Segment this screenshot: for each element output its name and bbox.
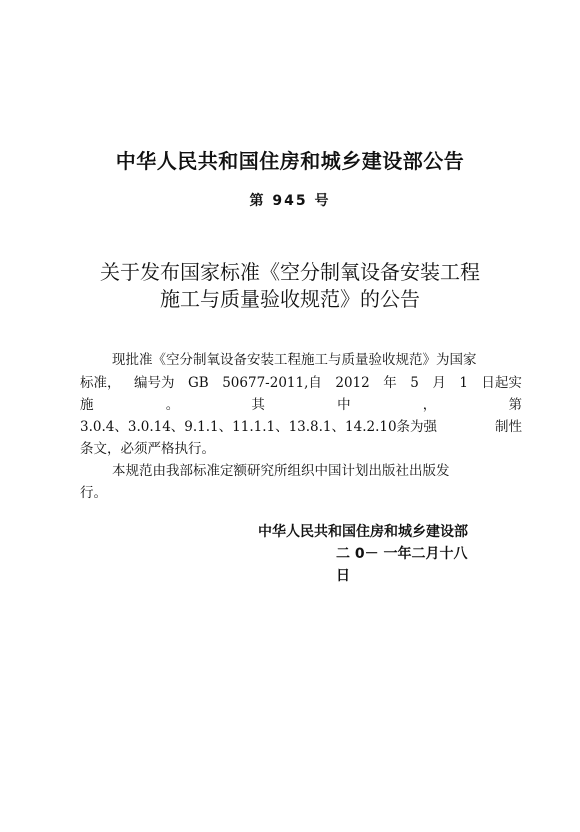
- body-text-segment: 2012: [335, 375, 370, 391]
- body-text-segment: 施: [80, 397, 94, 413]
- body-text-segment: 日起实: [481, 375, 522, 391]
- body-paragraph-line5: 条文，必须严格执行。: [80, 441, 215, 457]
- body-paragraph-line2: [80, 373, 522, 393]
- body-paragraph-line4: [80, 417, 522, 437]
- issue-date-line2: 日: [336, 568, 350, 584]
- body-text-segment: GB: [188, 375, 209, 391]
- body-text-segment: 编号为: [134, 375, 175, 391]
- body-paragraph-line1: 现批准《空分制氧设备安装工程施工与质量验收规范》为国家: [112, 352, 477, 368]
- announcement-number: 第 945 号: [249, 193, 331, 209]
- body-text-segment: 制性: [495, 419, 522, 435]
- body-text-segment: 月: [432, 375, 446, 391]
- announcement-title: 中华人民共和国住房和城乡建设部公告: [115, 149, 465, 173]
- body-paragraph-line7: 行。: [80, 485, 107, 501]
- body-text-segment: 1: [459, 375, 468, 391]
- body-text-segment: 第: [508, 397, 522, 413]
- body-text-segment: 3.0.4、3.0.14、9.1.1、11.1.1、13.8.1、14.2.10条为强: [80, 419, 438, 435]
- body-text-segment: ，: [422, 397, 437, 413]
- body-paragraph-line6: 本规范由我部标准定额研究所组织中国计划出版社出版发: [112, 463, 450, 479]
- body-text-segment: 年: [383, 375, 397, 391]
- body-text-segment: 5: [410, 375, 419, 391]
- body-text-segment: 50677-2011,自: [222, 375, 322, 391]
- body-text-segment: 中: [337, 397, 351, 413]
- announcement-subtitle-line2: 施工与质量验收规范》的公告: [160, 287, 420, 311]
- body-text-segment: 标准，: [80, 375, 121, 391]
- issuer-signature: 中华人民共和国住房和城乡建设部: [258, 524, 468, 540]
- issue-date-line1: 二 0－ 一年二月十八: [336, 546, 468, 562]
- body-paragraph-line3: [80, 395, 522, 415]
- body-text-segment: 。: [165, 397, 180, 413]
- announcement-subtitle-line1: 关于发布国家标准《空分制氧设备安装工程: [100, 260, 480, 284]
- body-text-segment: 其: [251, 397, 265, 413]
